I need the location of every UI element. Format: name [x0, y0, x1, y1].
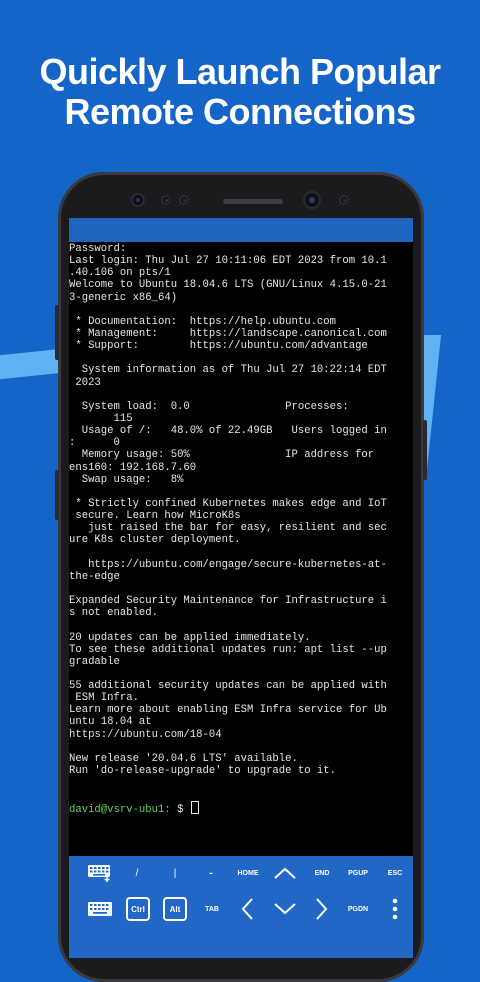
- key-pgdn[interactable]: PGDN: [347, 905, 369, 913]
- key-dash[interactable]: -: [209, 867, 213, 879]
- terminal-line: Password:: [69, 243, 127, 255]
- terminal-line: Run 'do-release-upgrade' to upgrade to it.: [69, 765, 337, 778]
- key-arrow-left[interactable]: [237, 896, 257, 922]
- terminal-line: * Management: https://landscape.canonical.com: [69, 327, 387, 340]
- key-home[interactable]: HOME: [237, 869, 259, 877]
- terminal-line: * Documentation: https://help.ubuntu.com: [69, 315, 337, 328]
- terminal-line: ens160: 192.168.7.60: [69, 461, 197, 474]
- sensor-icon: [339, 195, 349, 205]
- terminal-line: just raised the bar for easy, resilient and sec: [69, 522, 387, 535]
- terminal-line: [69, 486, 413, 498]
- more-options-button[interactable]: [387, 896, 403, 922]
- terminal-line: * Support: https://ubuntu.com/advantage: [69, 340, 368, 353]
- terminal-line: untu 18.04 at: [69, 716, 152, 729]
- sensor-icon: [161, 195, 171, 205]
- key-alt[interactable]: Alt: [163, 897, 187, 921]
- terminal-cursor: [191, 801, 199, 814]
- headline: [0, 52, 480, 132]
- terminal-line: gradable: [69, 655, 120, 668]
- status-bar: [69, 218, 413, 242]
- chevron-up-icon: [273, 866, 297, 880]
- bixby-button: [55, 470, 59, 520]
- terminal-line: Usage of /: 48.0% of 22.49GB Users logged in: [69, 425, 387, 438]
- terminal-line: [69, 789, 413, 801]
- terminal-line: Last login: Thu Jul 27 10:11:06 EDT 2023 from 10.1: [69, 255, 387, 268]
- key-tab[interactable]: TAB: [205, 905, 219, 913]
- terminal-line: * Strictly confined Kubernetes makes edge and IoT: [69, 497, 387, 510]
- terminal-line: 3-generic x86_64): [69, 291, 178, 304]
- keyboard-toggle-button[interactable]: [85, 898, 115, 920]
- terminal-line: Memory usage: 50% IP address for: [69, 449, 375, 462]
- terminal-line: New release '20.04.6 LTS' available.: [69, 752, 298, 765]
- terminal-line: [69, 741, 413, 753]
- chevron-left-icon: [240, 897, 254, 921]
- terminal-line: [69, 304, 413, 316]
- sensor-icon: [179, 195, 189, 205]
- terminal-line: System load: 0.0 Processes:: [69, 400, 349, 413]
- terminal-line: [69, 619, 413, 631]
- key-slash[interactable]: /: [135, 867, 139, 879]
- power-button: [423, 420, 427, 480]
- terminal-line: https://ubuntu.com/18-04: [69, 728, 222, 741]
- extra-keys-toolbar: [69, 856, 413, 958]
- key-end[interactable]: END: [314, 869, 330, 877]
- terminal-line: [69, 389, 413, 401]
- terminal-line: 115: [69, 412, 133, 425]
- terminal-line: 2023: [69, 376, 101, 389]
- headline-line-2: Remote Connections: [64, 91, 416, 132]
- terminal-line: [69, 668, 413, 680]
- terminal-line: : 0: [69, 437, 120, 450]
- terminal-line: [69, 777, 413, 789]
- terminal-line: [69, 352, 413, 364]
- terminal-line: https://ubuntu.com/engage/secure-kubernetes-at-: [69, 558, 387, 571]
- terminal-line: s not enabled.: [69, 607, 159, 620]
- keyboard-settings-button[interactable]: [85, 862, 115, 884]
- prompt-suffix: $: [170, 804, 190, 817]
- terminal-line: System information as of Thu Jul 27 10:22:14 EDT: [69, 364, 387, 377]
- volume-button: [55, 305, 59, 360]
- terminal-prompt-line[interactable]: [69, 801, 413, 817]
- shell-prompt: david@vsrv-ubu1:: [69, 804, 171, 817]
- key-pipe[interactable]: |: [173, 867, 177, 879]
- chevron-down-icon: [273, 902, 297, 916]
- key-ctrl[interactable]: Ctrl: [126, 897, 150, 921]
- terminal-line: [69, 583, 413, 595]
- terminal-line: Learn more about enabling ESM Infra service for Ub: [69, 704, 387, 717]
- key-arrow-down[interactable]: [271, 898, 299, 920]
- more-vertical-icon: [392, 898, 398, 920]
- front-camera-icon: [303, 191, 321, 209]
- terminal-line: [69, 547, 413, 559]
- terminal-line: ESM Infra.: [69, 692, 139, 705]
- terminal-line: Expanded Security Maintenance for Infrastructure i: [69, 595, 387, 608]
- terminal-line: the-edge: [69, 570, 120, 583]
- key-pgup[interactable]: PGUP: [348, 869, 368, 877]
- terminal-line: 55 additional security updates can be applied with: [69, 680, 387, 693]
- keyboard-icon: [87, 900, 113, 918]
- terminal-line: ure K8s cluster deployment.: [69, 534, 241, 547]
- front-camera-icon: [131, 193, 145, 207]
- decorative-stripe-left: [0, 349, 62, 380]
- terminal-output[interactable]: [69, 242, 413, 857]
- key-arrow-right[interactable]: [312, 896, 332, 922]
- chevron-right-icon: [315, 897, 329, 921]
- phone-screen: [69, 218, 413, 958]
- earpiece: [223, 199, 283, 204]
- terminal-line: To see these additional updates run: apt list --up: [69, 643, 387, 656]
- key-arrow-up[interactable]: [271, 860, 299, 886]
- terminal-line: Welcome to Ubuntu 18.04.6 LTS (GNU/Linux 4.15.0-21: [69, 279, 387, 292]
- headline-line-1: Quickly Launch Popular: [39, 51, 441, 92]
- key-esc[interactable]: ESC: [387, 869, 403, 877]
- terminal-line: 20 updates can be applied immediately.: [69, 631, 311, 644]
- terminal-line: Swap usage: 8%: [69, 473, 184, 486]
- keyboard-settings-icon: [87, 863, 113, 883]
- terminal-line: .40.106 on pts/1: [69, 267, 171, 280]
- terminal-line: secure. Learn how MicroK8s: [69, 510, 241, 523]
